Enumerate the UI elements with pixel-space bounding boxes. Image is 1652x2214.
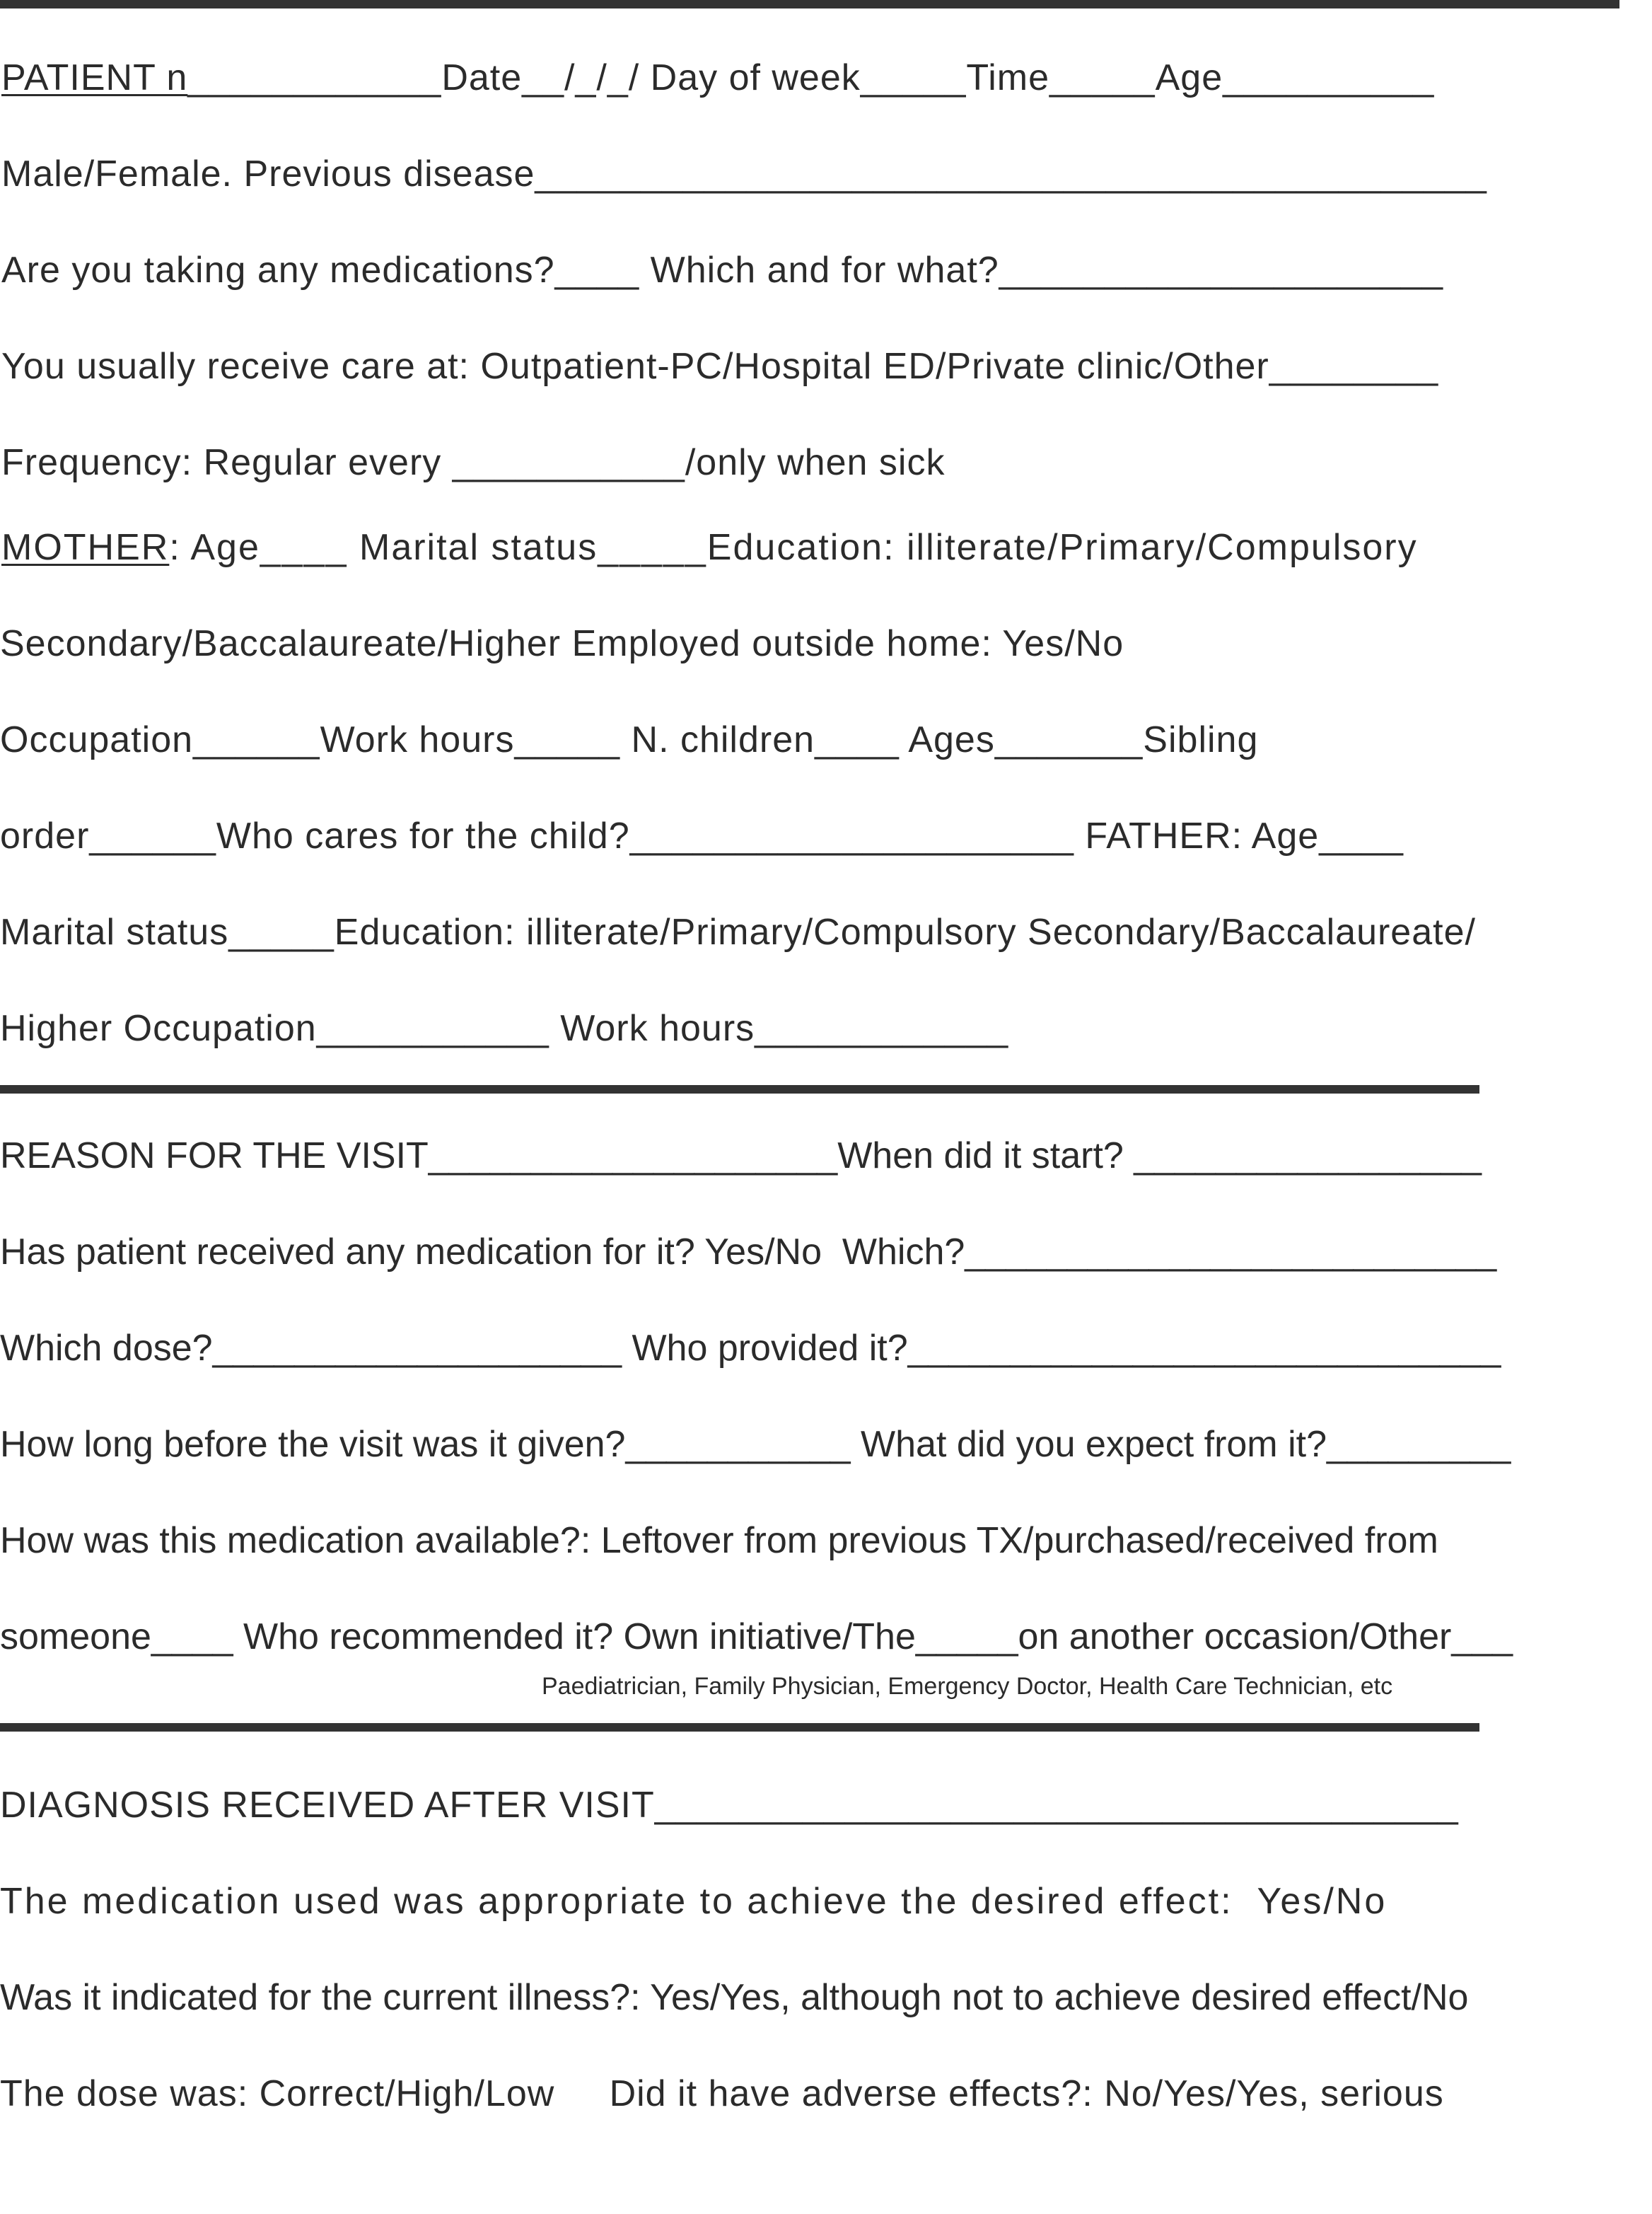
father-occupation-line: Higher Occupation___________ Work hours____________	[0, 1008, 1009, 1049]
reason-for-visit-line: REASON FOR THE VISIT____________________When did it start? _________________	[0, 1135, 1482, 1176]
section-divider-diagnosis	[0, 1723, 1479, 1732]
mother-label: MOTHER	[1, 527, 170, 568]
child-carer-father-age-line: order______Who cares for the child?_____________________ FATHER: Age____	[0, 816, 1404, 857]
mother-fields: : Age____ Marital status_____Education: illiterate/Primary/Compulsory	[169, 527, 1418, 568]
care-frequency-line: Frequency: Regular every ___________/only when sick	[1, 442, 946, 483]
care-location-line: You usually receive care at: Outpatient-PC/Hospital ED/Private clinic/Other________	[1, 346, 1439, 387]
patient-date-fields: ____________Date__/_/_/ Day of week_____Time_____Age__________	[187, 57, 1435, 98]
patient-label: PATIENT n	[1, 57, 188, 98]
medications-line: Are you taking any medications?____ Which and for what?_____________________	[1, 250, 1443, 291]
diagnosis-line: DIAGNOSIS RECEIVED AFTER VISIT______________________________________	[0, 1785, 1459, 1826]
timing-expectation-line: How long before the visit was it given?___________ What did you expect from it?_________	[0, 1424, 1511, 1465]
medication-appropriate-line: The medication used was appropriate to achieve the desired effect: Yes/No	[0, 1881, 1388, 1922]
indication-line: Was it indicated for the current illness?: Yes/Yes, although not to achieve desired effect/No	[0, 1977, 1469, 2018]
dose-provider-line: Which dose?____________________ Who provided it?_____________________________	[0, 1328, 1501, 1369]
section-divider-visit	[0, 1085, 1479, 1094]
dose-adverse-effects-line: The dose was: Correct/High/Low Did it have adverse effects?: No/Yes/Yes, serious	[0, 2073, 1444, 2114]
top-divider	[0, 0, 1619, 8]
prior-medication-line: Has patient received any medication for it? Yes/No Which?__________________________	[0, 1231, 1497, 1273]
mother-education-employment-line: Secondary/Baccalaureate/Higher Employed outside home: Yes/No	[0, 623, 1124, 664]
recommender-line: someone____ Who recommended it? Own initiative/The_____on another occasion/Other___	[0, 1616, 1513, 1657]
father-education-line: Marital status_____Education: illiterate/Primary/Compulsory Secondary/Baccalaureate/	[0, 912, 1476, 953]
mother-age-education-line	[1, 526, 1418, 569]
sex-previous-disease-line: Male/Female. Previous disease_____________________________________________	[1, 153, 1487, 195]
patient-id-date-line	[1, 57, 1434, 99]
mother-occupation-line: Occupation______Work hours_____ N. children____ Ages_______Sibling	[0, 719, 1259, 760]
medication-availability-line: How was this medication available?: Leftover from previous TX/purchased/received from	[0, 1520, 1438, 1561]
recommender-note: Paediatrician, Family Physician, Emergency Doctor, Health Care Technician, etc	[542, 1673, 1393, 1700]
